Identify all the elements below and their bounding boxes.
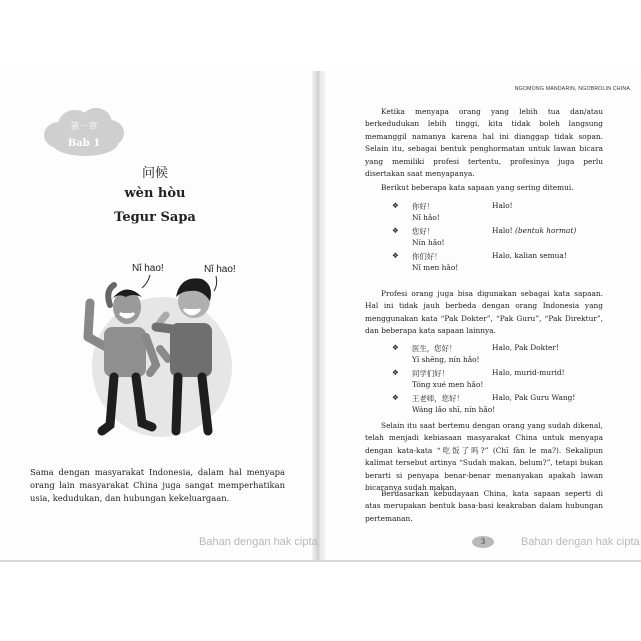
phrase-translation-text: Halo! (492, 225, 515, 235)
book-gutter (312, 71, 326, 561)
phrase-pinyin-row (392, 405, 602, 417)
speech-left: Nǐ hao! (132, 263, 164, 274)
phrase-translation-note: (bentuk hormat) (514, 225, 577, 235)
page-bottom-edge (0, 560, 641, 562)
chapter-cloud-badge (44, 108, 124, 158)
left-paragraph: Sama dengan masyarakat Indonesia, dalam hal menyapa orang lain masyarakat China juga sangat memperhatikan usia, kedudukan, dan hubungan kekeluargaan. (30, 467, 285, 503)
chapter-number: Bab 1 (67, 138, 101, 149)
phrase-translation: Halo, kalian semua! (492, 250, 567, 260)
speech-tail-left (142, 275, 150, 288)
phrase-pinyin: Nǐ hǎo! (412, 213, 440, 223)
paragraph-4: Selain itu saat bertemu dengan orang yang sudah dikenal, telah menjadi kebiasaan masyarakat China untuk menyapa dengan kata-kata “吃饭了吗?” (Chī fàn le ma?). Sekalipun kalimat tersebut artinya “Sudah makan, belum?”, tetapi bukan berarti si penyapa benar-benar menanyakan apakah lawan bicaranya sudah makan. (365, 421, 603, 493)
paragraph-2: Berikut beberapa kata sapaan yang sering ditemui. (381, 183, 574, 192)
phrase-translation: Halo, Pak Dokter! (492, 343, 559, 352)
phrase-pinyin-row (392, 355, 602, 367)
speech-tail-right (214, 276, 217, 291)
phrase-translation: Halo! (492, 201, 513, 210)
phrase-row (392, 201, 602, 213)
chapter-title-hanzi: 问候 (141, 166, 168, 181)
phrase-hanzi: 王老师，您好！ (412, 393, 464, 403)
bullet-icon: ❖ (392, 392, 399, 402)
phrase-pinyin-row (392, 213, 602, 225)
running-head: NGOMONG MANDARIN, NGOBROLIN CHINA (514, 86, 630, 92)
phrase-hanzi: 同学们好！ (412, 368, 449, 378)
bullet-icon: ❖ (392, 367, 399, 377)
chapter-title-indonesian: Tegur Sapa (114, 210, 196, 225)
bullet-icon: ❖ (392, 250, 399, 260)
phrase-list-2 (392, 343, 602, 417)
phrase-pinyin: Nín hǎo! (412, 238, 445, 248)
phrase-hanzi: 你们好！ (412, 251, 442, 261)
bullet-icon: ❖ (392, 343, 399, 352)
phrase-hanzi: 医生，您好！ (412, 344, 457, 353)
watermark-right: Bahan dengan hak cipta (521, 536, 640, 548)
paragraph-3: Profesi orang juga bisa digunakan sebagai kata sapaan. Hal ini tidak jauh berbeda dengan orang Indonesia yang menggunakan kata “Pak Dokter”, “Pak Guru”, “Pak Direktur”, dan beberapa kata sapaan lainnya. (365, 289, 603, 336)
bullet-icon: ❖ (392, 201, 399, 210)
phrase-pinyin-row (392, 380, 602, 392)
phrase-hanzi: 你好！ (412, 202, 435, 211)
phrase-hanzi: 您好！ (412, 226, 435, 236)
phrase-row (392, 368, 602, 380)
greeting-illustration (70, 255, 250, 445)
page-number: 3 (472, 536, 494, 548)
watermark-left: Bahan dengan hak cipta (199, 536, 318, 548)
paragraph-5: Berdasarkan kebudayaan China, kata sapaan seperti di atas merupakan bentuk basa-basi keakraban dalam hubungan pertemanan. (365, 489, 603, 523)
phrase-pinyin: Nǐ men hǎo! (412, 262, 459, 272)
chapter-label: 第一章 (70, 122, 98, 132)
bullet-icon: ❖ (392, 225, 399, 235)
phrase-translation: Halo, Pak Guru Wang! (492, 392, 576, 402)
phrase-pinyin-row (392, 238, 602, 250)
chapter-title-pinyin: wèn hòu (124, 186, 186, 201)
phrase-row (392, 251, 602, 263)
paragraph-1: Ketika menyapa orang yang lebih tua dan/atau berkedudukan lebih tinggi, kita tidak boleh langsung memanggil namanya karena hal ini dianggap tidak sopan. Selain itu, sebagai bentuk penghormatan untuk lawan bicara yang memiliki profesi tertentu, profesinya juga perlu disertakan saat menyapanya. (365, 107, 603, 179)
speech-right: Nǐ hao! (204, 264, 236, 275)
phrase-list-1 (392, 201, 602, 275)
phrase-row (392, 226, 602, 238)
phrase-pinyin: Tóng xué men hǎo! (412, 380, 484, 390)
phrase-pinyin-row (392, 263, 602, 275)
phrase-row (392, 343, 602, 355)
phrase-pinyin: Wáng lǎo shī, nín hǎo! (412, 404, 496, 414)
phrase-pinyin: Yī shēng, nín hǎo! (412, 355, 480, 365)
phrase-row (392, 393, 602, 405)
phrase-translation (492, 226, 576, 235)
phrase-translation: Halo, murid-murid! (492, 367, 565, 377)
